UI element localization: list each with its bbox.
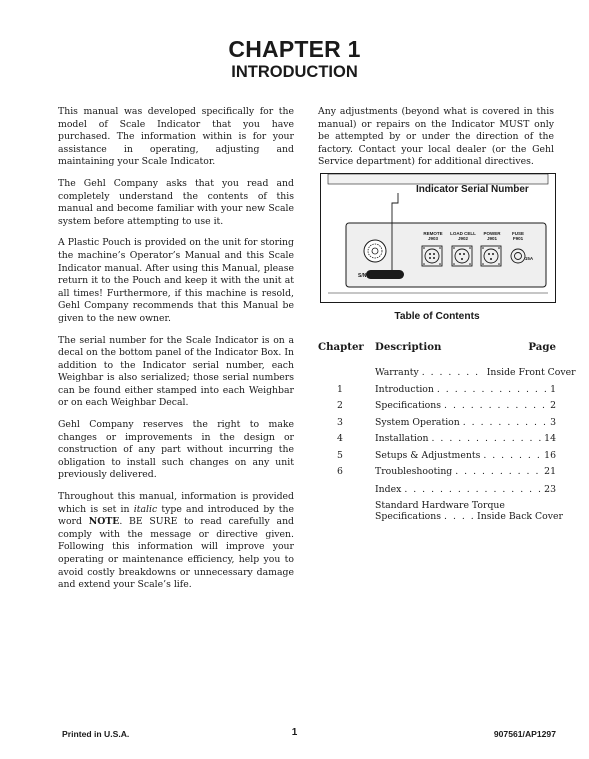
toc-row [318,450,556,463]
paragraph-note [58,491,294,592]
toc-description: Index [375,484,402,495]
toc-title: Table of Contents [394,311,480,322]
toc-page: 3 [550,417,556,428]
toc-description: Introduction [375,384,434,395]
paragraph: Any adjustments (beyond what is covered in this manual) or repairs on the Indicator MUST only be attempted by or under the direction of the factory. Contact your local dealer (or the Gehl Service department) for additional directives. [318,106,554,168]
paragraph: A Plastic Pouch is provided on the unit for storing the machine’s Operator’s Manual and this Scale Indicator manual. After using this Manual, please return it to the Pouch and keep it with the unit at all times! Furthermore, if this machine is resold, Gehl Company recommends that this Manual be given to the new owner. [58,237,294,324]
toc-description: Setups & Adjustments [375,450,481,461]
connector-code-power: J901 [486,236,498,241]
toc-header-chapter: Chapter [318,341,364,353]
serial-number-tag [366,270,404,279]
bold-word: NOTE [88,516,120,528]
connector-code-loadcell: J902 [457,236,469,241]
paragraph: This manual was developed specifically for the model of Scale Indicator that you have purchased. The information within is for your assistance in operating, adjusting and maintaining your Scale Indicator. [58,106,294,168]
toc-row [318,484,556,497]
toc-row [318,367,576,380]
toc-header-description: Description [375,341,442,353]
toc-page: 21 [544,466,556,477]
chapter-subtitle: INTRODUCTION [231,63,358,81]
toc-chapter: 5 [337,450,343,461]
paragraph: The serial number for the Scale Indicator is on a decal on the bottom panel of the Indicator Box. In addition to the Indicator serial number, each Weighbar is also serialized; those serial numbers can be found either stamped into each Weighbar or on each Weighbar Decal. [58,334,294,409]
toc-description: Troubleshooting [375,466,453,477]
page-number: 1 [291,727,298,738]
italic-word: italic [133,503,158,515]
footer-doc-number: 907561/AP1297 [493,729,556,739]
paragraph: Gehl Company reserves the right to make changes or improvements in the design or construction of any part without incurring the obligation to install such changes on any unit previously delivered. [58,419,294,481]
toc-description: Specifications [375,400,442,411]
toc-row [318,511,563,524]
serial-tag-label: S/N [358,273,367,279]
toc-page: 16 [544,450,556,461]
left-column [58,106,294,601]
toc-row [318,400,556,413]
toc-page: 23 [544,484,556,495]
toc-row [318,384,556,397]
fuse-rating: 15A [524,256,534,261]
toc-row [318,466,556,479]
toc-row [318,417,556,430]
text-span: Throughout this manual, information is provided which is set in [58,491,294,515]
toc-chapter: 3 [337,417,343,428]
connector-label-power: POWER [483,231,501,236]
connector-code-remote: J903 [427,236,439,241]
footer-printed: Printed in U.S.A. [62,729,130,739]
toc-header-page: Page [528,341,556,353]
toc-description: Warranty [375,367,419,378]
text-span: type and introduced by the word [58,503,294,528]
toc-chapter: 6 [337,466,343,477]
toc-description: Installation [375,433,429,444]
toc-description: Specifications [375,511,442,522]
connector-label-fuse: FUSE [511,231,525,236]
toc-chapter: 1 [337,384,343,395]
toc-page: Inside Front Cover [486,367,576,378]
toc-page: Inside Back Cover [477,511,563,522]
paragraph: The Gehl Company asks that you read and completely understand the contents of this manual and become familiar with your new Scale system before attempting to use it. [58,177,294,227]
box-top-band [328,174,548,184]
round-connector [364,240,386,262]
connector-label-remote: REMOTE [423,231,443,236]
toc-page: 1 [550,384,556,395]
connector-label-loadcell: LOAD CELL [450,231,476,236]
text-span: . BE SURE to read carefully and comply with the message or directive given. Following this information will improve your operating or maintenance efficiency, help you to avoid costly breakdowns or unnecessary damage and extend your Scale’s life. [58,516,295,591]
toc-chapter: 4 [337,433,343,444]
toc-description: Standard Hardware Torque [375,500,505,511]
toc-page: 14 [544,433,556,444]
toc-page: 2 [550,400,556,411]
toc-row [318,433,556,446]
indicator-panel-figure [320,173,556,303]
toc-chapter: 2 [337,400,343,411]
chapter-title: CHAPTER 1 [228,36,361,62]
right-column [318,106,554,178]
callout-label: Indicator Serial Number [416,184,529,195]
connector-code-fuse: F901 [512,236,524,241]
toc-description: System Operation [375,417,460,428]
